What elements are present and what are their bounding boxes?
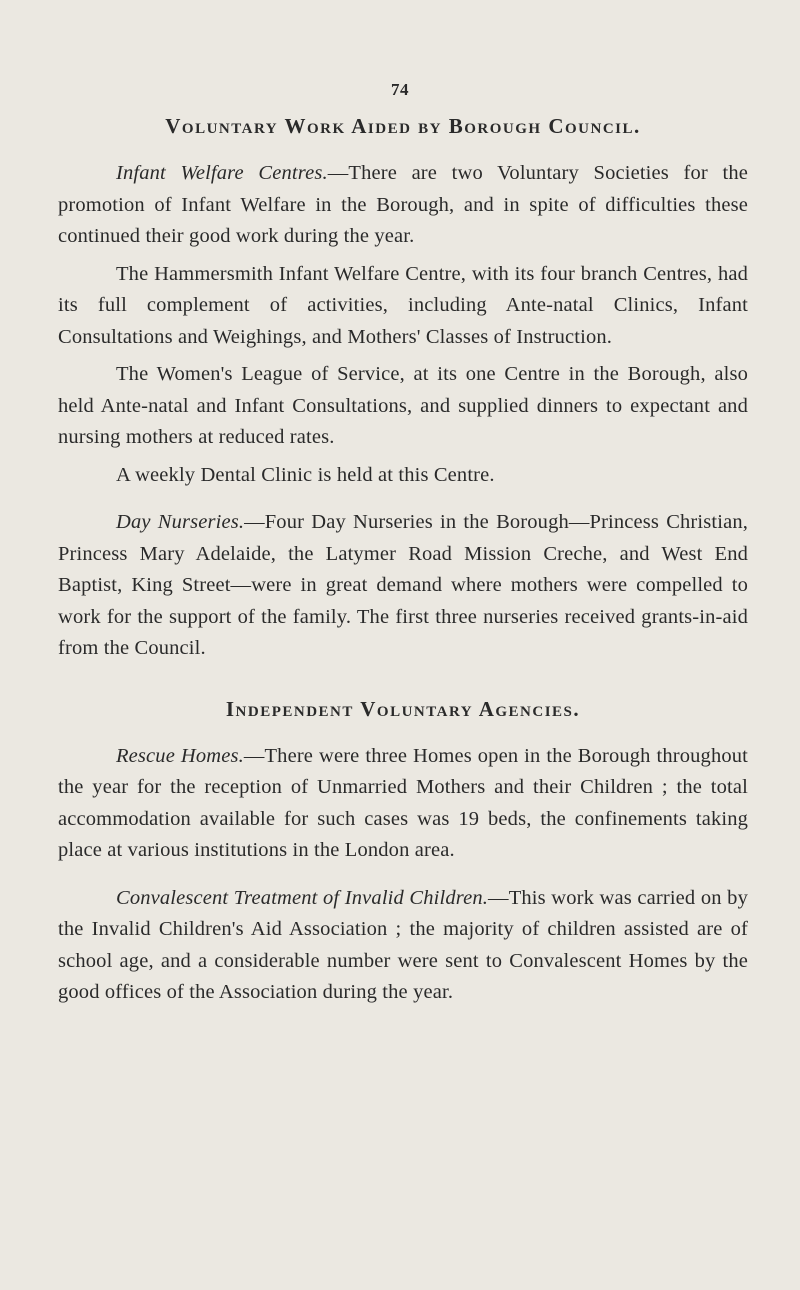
- lead-day-nurseries: Day Nurseries.: [116, 511, 245, 533]
- text-day-nurseries: —Four Day Nurseries in the Borough—Princess Christian, Princess Mary Adelaide, the Latymer Road Mission Creche, and West End Baptist, King Street—were in great demand where mothers were compelled to work for the support of the family. The first three nurseries received grants-in-aid from the Council.: [58, 511, 748, 659]
- text-convalescent-treatment: —This work was carried on by the Invalid Children's Aid Association ; the majority of children assisted are of school age, and a considerable number were sent to Convalescent Homes by the good offices of the Association during the year.: [58, 886, 748, 1003]
- paragraph-womens-league: The Women's League of Service, at its one Centre in the Borough, also held Ante-natal and Infant Consultations, and supplied dinners to expectant and nursing mothers at reduced rates.: [58, 363, 748, 448]
- text-infant-welfare: —There are two Voluntary Societies for the promotion of Infant Welfare in the Borough, and in spite of difficulties these continued their good work during the year.: [58, 162, 748, 247]
- page-number: 74: [391, 80, 409, 99]
- paragraph-day-nurseries: [58, 507, 748, 665]
- lead-rescue-homes: Rescue Homes.: [116, 744, 244, 767]
- paragraph-rescue-homes: [58, 741, 748, 867]
- section-heading-independent-agencies: Independent Voluntary Agencies.: [225, 696, 581, 721]
- lead-infant-welfare-centres: Infant Welfare Centres.: [116, 162, 328, 184]
- text-column: [58, 112, 748, 1009]
- paragraph-dental-clinic: A weekly Dental Clinic is held at this Centre.: [116, 463, 495, 486]
- lead-convalescent-treatment: Convalescent Treatment of Invalid Children.: [116, 886, 489, 909]
- paragraph-infant-welfare: [58, 158, 748, 253]
- section-heading-voluntary-work: Voluntary Work Aided by Borough Council.: [165, 114, 641, 138]
- paragraph-convalescent-treatment: [58, 883, 748, 1009]
- paragraph-hammersmith-centre: The Hammersmith Infant Welfare Centre, with its four branch Centres, had its full complement of activities, including Ante-natal Clinics, Infant Consultations and Weighings, and Mothers' Classes of Instruction.: [58, 262, 748, 348]
- text-rescue-homes: —There were three Homes open in the Borough throughout the year for the reception of Unmarried Mothers and their Children ; the total accommodation available for such cases was 19 beds, the confinements taking place at various institutions in the London area.: [58, 744, 748, 861]
